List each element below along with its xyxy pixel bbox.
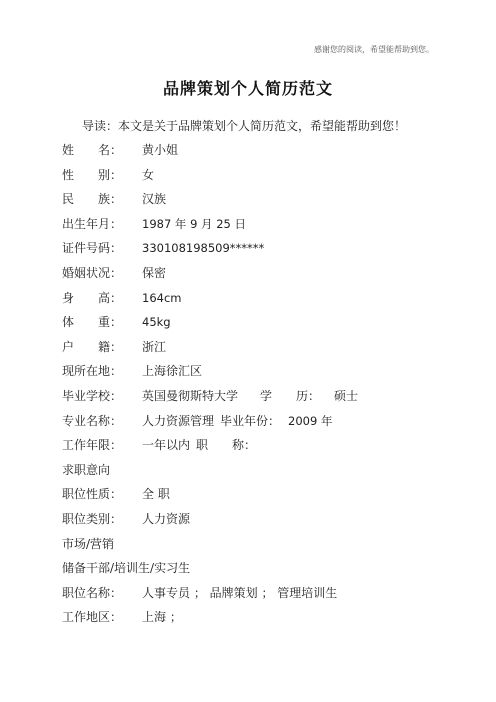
major-row [62,413,482,438]
work-area-value: 上海 ； [142,610,182,625]
degree-label: 学 历： [260,388,321,403]
job-nature-row [62,486,482,511]
location-row [62,363,482,388]
name-label: 姓 名： [62,143,123,157]
job-category-label: 职位类别： [62,511,123,526]
school-label: 毕业学校： [62,388,123,403]
weight-label: 体 重： [62,315,123,330]
job-intent-heading: 求职意向 [62,462,111,477]
work-area-label: 工作地区： [62,610,123,625]
hukou-label: 户 籍： [62,339,123,354]
job-nature-value: 全 职 [142,487,170,502]
ethnicity-row [62,191,482,216]
gender-label: 性 别： [62,167,123,182]
ethnicity-value: 汉族 [142,192,167,207]
grad-year-value: 2009 年 [288,413,333,428]
job-nature-label: 职位性质： [62,487,123,502]
gender-row [62,167,482,192]
height-label: 身 高： [62,290,123,305]
marital-value: 保密 [142,265,167,280]
birth-row [62,216,482,241]
name-value: 黄小姐 [142,143,179,157]
id-number-row [62,240,482,265]
category-line-marketing: 市场/营销 [62,536,115,551]
work-area-row [62,609,482,634]
experience-value: 一年以内 [142,438,191,453]
document-title: 品牌策划个人简历范文 [162,79,333,98]
birth-value: 1987 年 9 月 25 日 [142,216,246,231]
name-row [62,142,482,167]
category-line-trainee: 储备干部/培训生/实习生 [62,561,191,576]
birth-label: 出生年月： [62,216,123,231]
height-value: 164cm [142,290,182,305]
resume-body [62,142,482,634]
ethnicity-label: 民 族： [62,192,123,207]
hukou-row [62,339,482,364]
job-title-value: 人事专员 ； 品牌策划 ； 管理培训生 [142,585,338,600]
id-number-value: 330108198509****** [142,241,265,256]
intro-paragraph: 导读：本文是关于品牌策划个人简历范文，希望能帮助到您！ [82,119,407,133]
marital-row [62,265,482,290]
location-label: 现所在地： [62,364,123,379]
location-value: 上海徐汇区 [142,364,203,379]
degree-value: 硕士 [334,388,359,403]
marital-label: 婚姻状况： [62,265,123,280]
weight-value: 45kg [142,315,171,330]
job-category-value: 人力资源 [142,511,191,526]
hukou-value: 浙江 [142,339,167,354]
school-row [62,388,482,413]
weight-row [62,314,482,339]
height-row [62,290,482,315]
experience-row [62,437,482,462]
experience-label: 工作年限： [62,438,123,453]
header-note: 感谢您的阅读，希望能帮助到您。 [314,45,434,54]
job-title-label: 职位名称： [62,585,123,600]
major-value: 人力资源管理 [142,413,215,428]
gender-value: 女 [142,167,155,182]
job-title-row [62,585,482,610]
title-rank-label: 职 称： [196,438,257,453]
id-number-label: 证件号码： [62,241,123,256]
school-value: 英国曼彻斯特大学 [142,388,239,403]
major-label: 专业名称： [62,413,123,428]
job-category-row [62,511,482,536]
grad-year-label: 毕业年份： [220,413,281,428]
